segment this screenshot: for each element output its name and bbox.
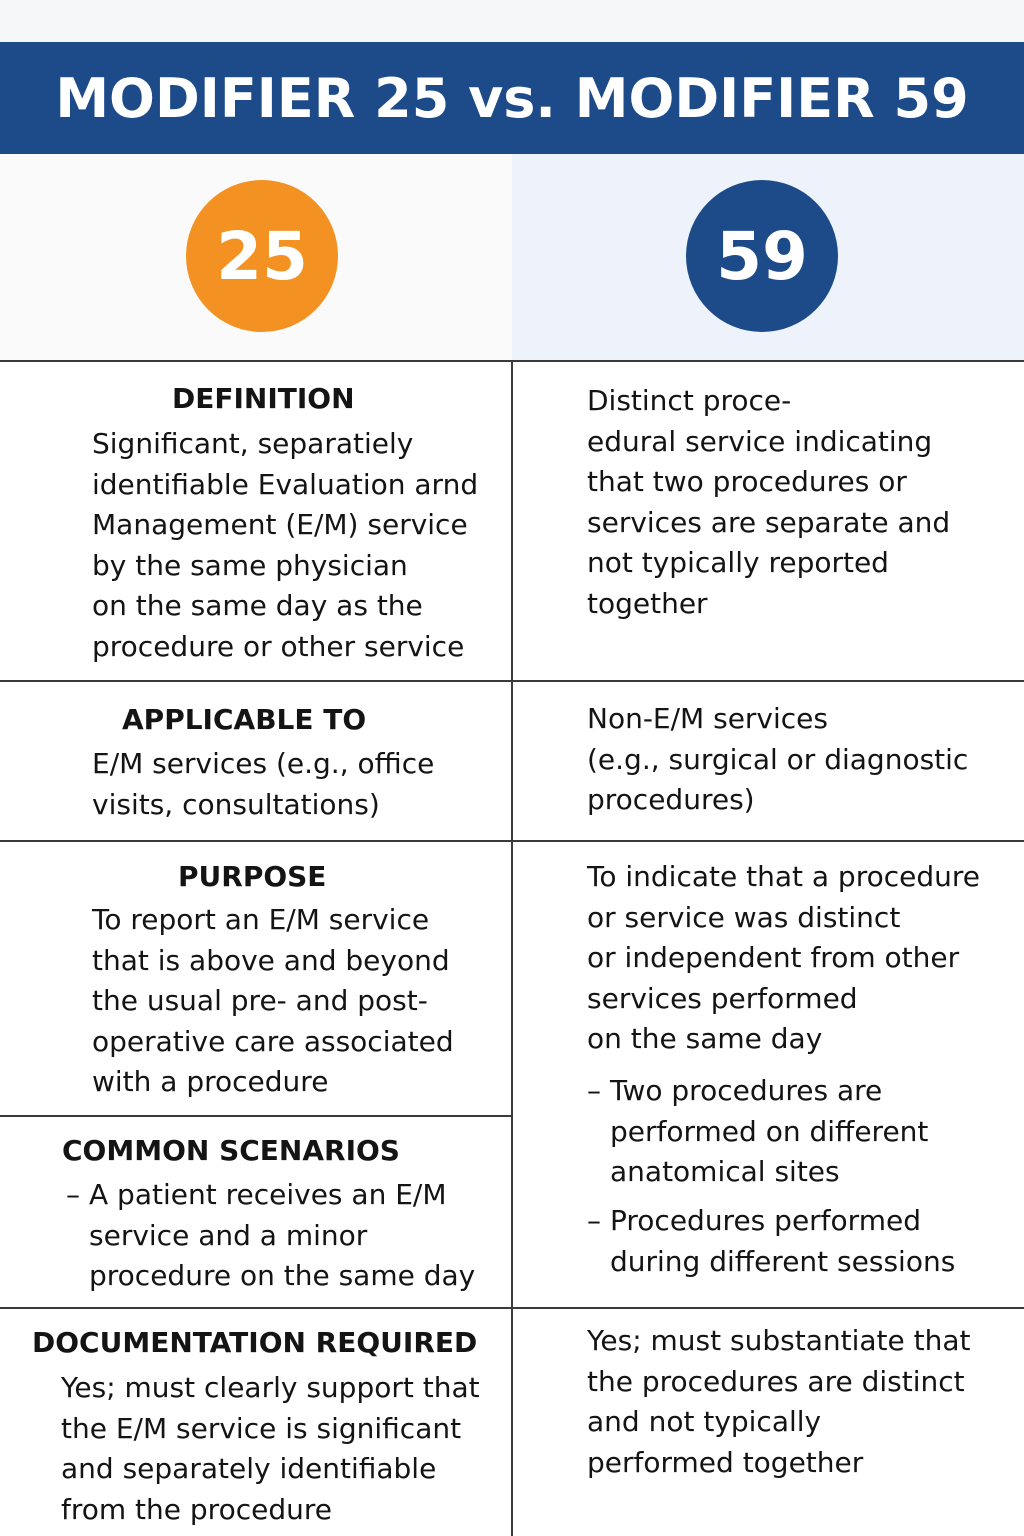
bullet-dash-icon: – xyxy=(587,1204,601,1237)
page-title: MODIFIER 25 vs. MODIFIER 59 xyxy=(55,66,969,130)
purpose-heading: PURPOSE xyxy=(178,860,327,893)
bullet-dash-icon: – xyxy=(66,1178,80,1211)
applicable-to-modifier-59-text: Non-E/M services (e.g., surgical or diagnostic procedures) xyxy=(587,702,969,816)
scenario-modifier-59-item-1 xyxy=(587,1071,928,1193)
row-divider-purpose-left xyxy=(0,1115,512,1117)
title-banner xyxy=(0,42,1024,154)
documentation-modifier-59-text: Yes; must substantiate that the procedures are distinct and not typically performed together xyxy=(587,1324,971,1479)
scenario-modifier-25-text: A patient receives an E/M service and a minor procedure on the same day xyxy=(89,1178,476,1292)
definition-modifier-25-text: Significant, separatiely identifiable Evaluation arnd Management (E/M) service by the same physician on the same day as the procedure or other service xyxy=(92,427,479,663)
modifier-25-badge-label: 25 xyxy=(216,217,308,295)
scenario-modifier-59-text-1: Two procedures are performed on different anatomical sites xyxy=(610,1074,929,1188)
bullet-dash-icon: – xyxy=(587,1074,601,1107)
definition-modifier-59-text: Distinct proce- edural service indicating that two procedures or services are separate and not typically reported together xyxy=(587,384,951,620)
purpose-modifier-25-text: To report an E/M service that is above and beyond the usual pre- and post- operative care associated with a procedure xyxy=(92,903,454,1098)
purpose-modifier-59-text: To indicate that a procedure or service was distinct or independent from other services performed on the same day xyxy=(587,860,980,1055)
modifier-59-badge-label: 59 xyxy=(716,217,808,295)
applicable-to-modifier-25-text: E/M services (e.g., office visits, consultations) xyxy=(92,747,435,821)
scenario-modifier-25-item xyxy=(66,1175,475,1297)
modifier-25-badge xyxy=(186,180,338,332)
applicable-to-heading: APPLICABLE TO xyxy=(122,703,367,736)
common-scenarios-heading: COMMON SCENARIOS xyxy=(62,1134,400,1167)
top-margin xyxy=(0,0,1024,42)
documentation-modifier-25-text: Yes; must clearly support that the E/M service is significant and separately identifiable from the procedure xyxy=(61,1371,480,1526)
documentation-heading: DOCUMENTATION REQUIRED xyxy=(32,1326,478,1359)
modifier-59-badge xyxy=(686,180,838,332)
column-divider xyxy=(511,360,513,1536)
scenario-modifier-59-item-2 xyxy=(587,1201,955,1282)
scenario-modifier-59-text-2: Procedures performed during different sessions xyxy=(610,1204,956,1278)
definition-heading: DEFINITION xyxy=(172,382,355,415)
